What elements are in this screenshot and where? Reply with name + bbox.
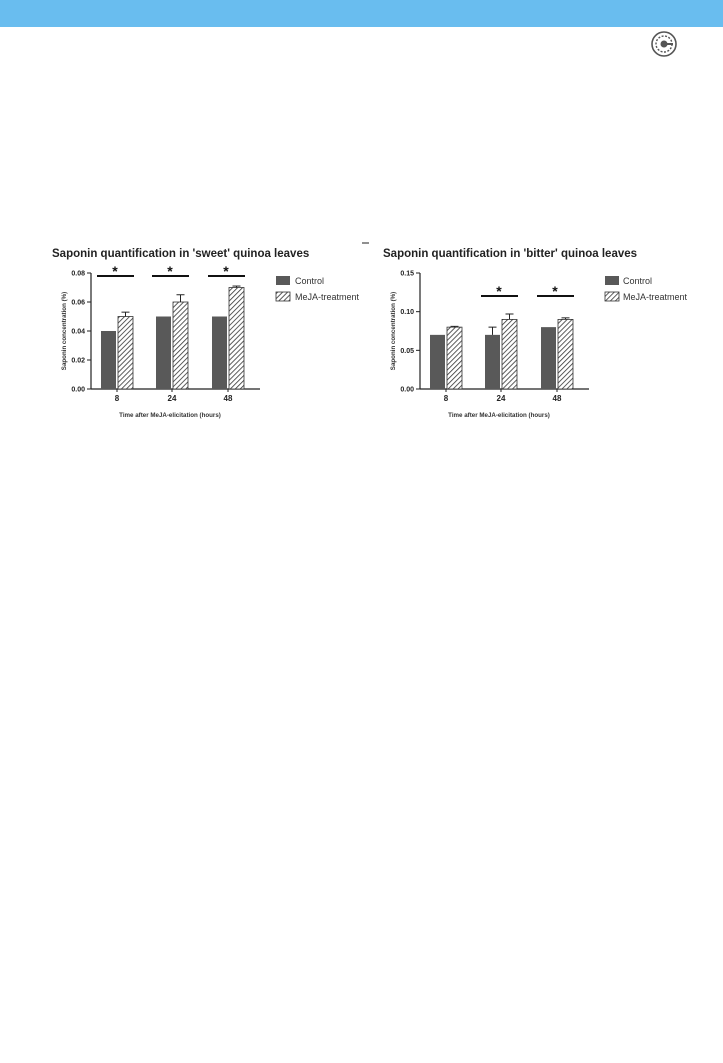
y-tick-label: 0.10 <box>400 309 414 317</box>
legend <box>276 276 360 302</box>
y-tick-label: 0.02 <box>71 357 85 365</box>
legend-label-meja: MeJA-treatment <box>623 292 688 302</box>
bar-meja <box>558 319 573 389</box>
x-tick-label: 48 <box>552 394 562 403</box>
significance-star: * <box>552 283 558 299</box>
x-axis-label: Time after MeJA-elicitation (hours) <box>119 412 221 419</box>
y-tick-label: 0.08 <box>71 270 85 278</box>
legend-swatch-meja <box>276 292 290 301</box>
y-tick-label: 0.04 <box>71 328 85 336</box>
y-tick-label: 0.00 <box>71 386 85 394</box>
chart-title: Saponin quantification in 'sweet' quinoa leaves <box>52 248 310 260</box>
x-tick-label: 8 <box>114 394 120 403</box>
legend-label-meja: MeJA-treatment <box>295 292 360 302</box>
chart-bitter <box>362 243 688 419</box>
y-axis-label: Saponin concentration (%) <box>390 291 397 371</box>
bar-meja <box>447 327 462 389</box>
x-tick-label: 48 <box>223 394 233 403</box>
x-axis-label: Time after MeJA-elicitation (hours) <box>448 412 550 419</box>
y-tick-label: 0.06 <box>71 299 85 307</box>
bar-control <box>485 335 500 389</box>
legend-label-control: Control <box>623 276 653 286</box>
chart-sweet <box>52 248 360 419</box>
bar-meja <box>502 319 517 389</box>
y-tick-label: 0.00 <box>400 386 414 394</box>
legend-label-control: Control <box>295 276 325 286</box>
chart-title: Saponin quantification in 'bitter' quinoa leaves <box>383 248 638 260</box>
y-axis-label: Saponin concentration (%) <box>61 291 68 371</box>
significance-star: * <box>223 263 229 279</box>
legend-swatch-control <box>605 276 619 285</box>
bar-control <box>430 335 445 389</box>
bar-control <box>156 317 171 390</box>
significance-star: * <box>167 263 173 279</box>
bar-meja <box>229 288 244 390</box>
x-tick-label: 24 <box>167 394 177 403</box>
significance-star: * <box>496 283 502 299</box>
bar-control <box>101 331 116 389</box>
x-tick-label: 24 <box>496 394 506 403</box>
bar-control <box>541 327 556 389</box>
bar-meja <box>173 302 188 389</box>
bar-control <box>212 317 227 390</box>
y-tick-label: 0.05 <box>400 347 414 355</box>
bar-meja <box>118 317 133 390</box>
legend-swatch-control <box>276 276 290 285</box>
y-tick-label: 0.15 <box>400 270 414 278</box>
legend-swatch-meja <box>605 292 619 301</box>
x-tick-label: 8 <box>443 394 449 403</box>
legend <box>605 276 688 302</box>
significance-star: * <box>112 263 118 279</box>
